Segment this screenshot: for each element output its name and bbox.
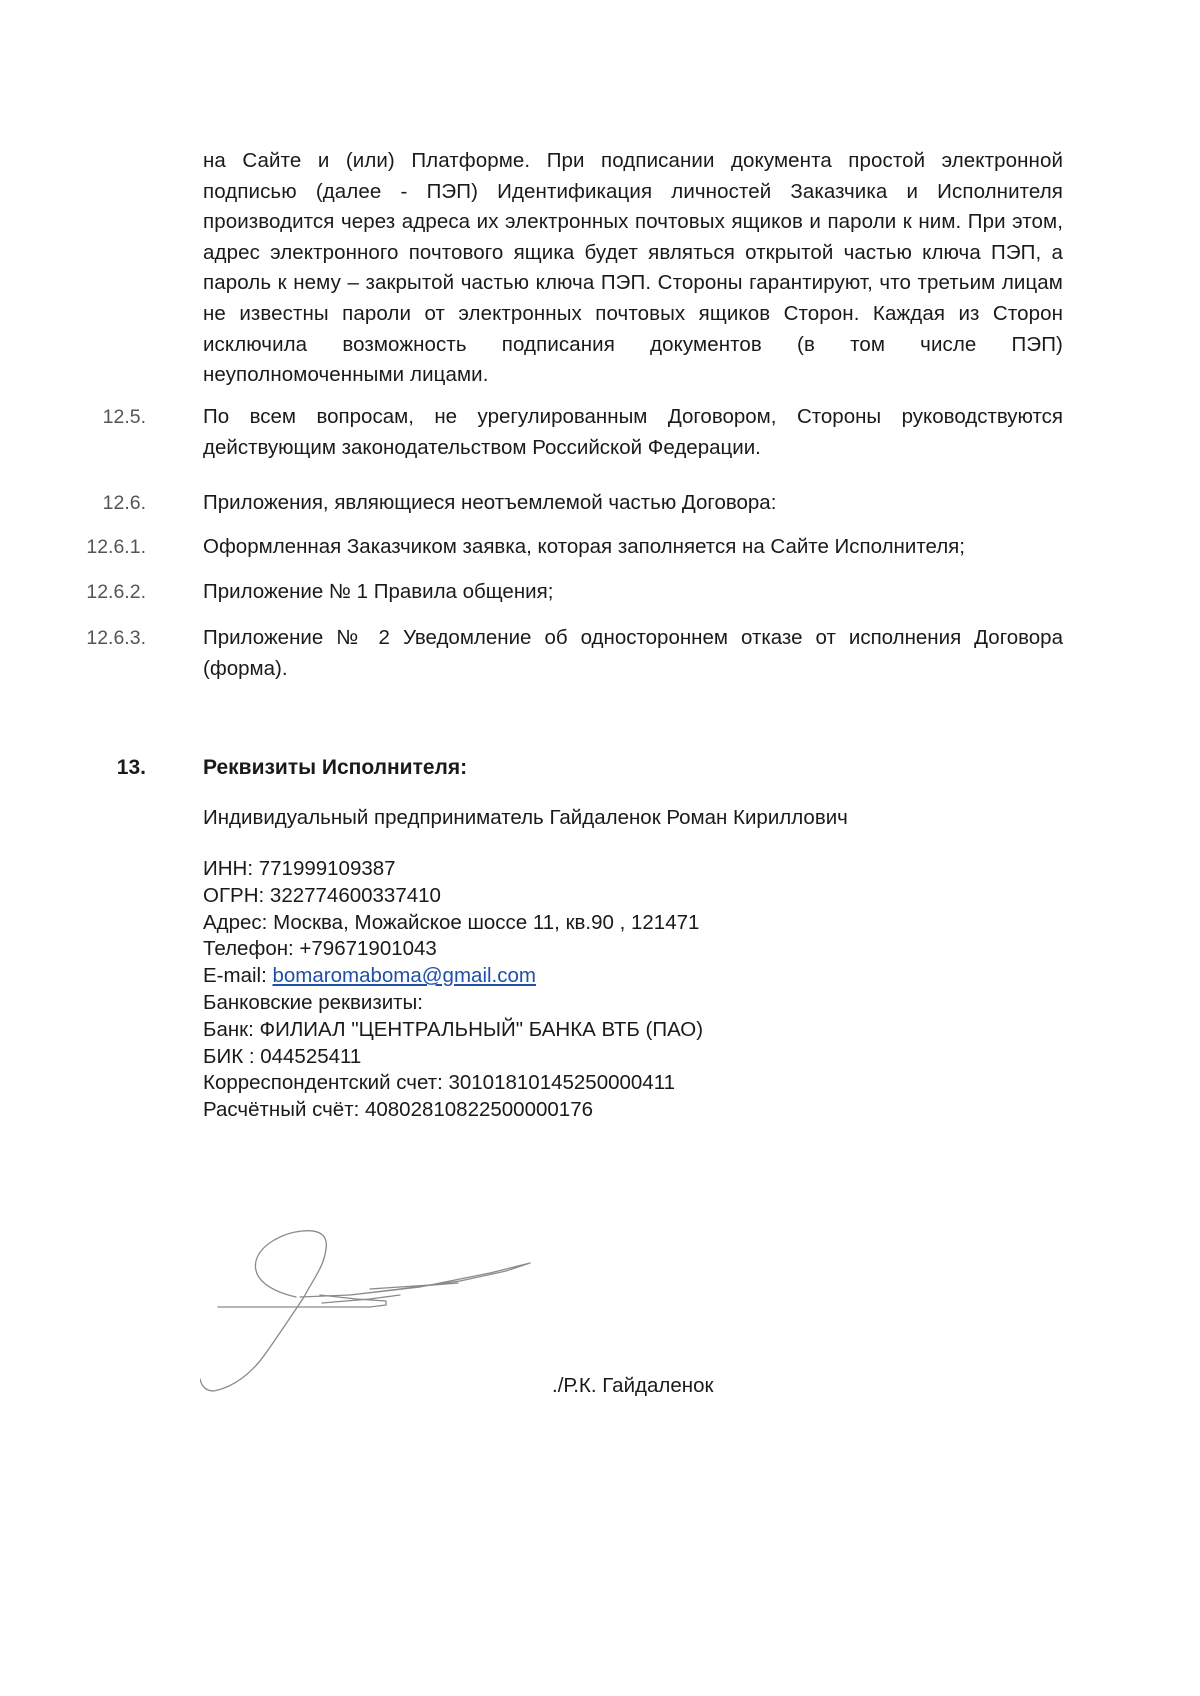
clause-number: 12.6.1. <box>86 536 146 558</box>
clause-number: 12.6. <box>102 492 146 514</box>
clause-text: По всем вопросам, не урегулированным Договором, Стороны руководствуются действующим законодательством Российской Федерации. <box>203 405 1063 459</box>
handwritten-signature-icon <box>200 1215 580 1405</box>
bank-line: Банк: ФИЛИАЛ "ЦЕНТРАЛЬНЫЙ" БАНКА ВТБ (ПАО) <box>203 1017 704 1041</box>
section-title: Реквизиты Исполнителя: <box>203 756 468 779</box>
clause-number: 12.6.3. <box>86 627 146 649</box>
clause-number: 12.6.2. <box>86 581 146 603</box>
entity-name: Индивидуальный предприниматель Гайдаленок Роман Кириллович <box>203 806 848 829</box>
clause-text: Приложение № 2 Уведомление об одностороннем отказе от исполнения Договора (форма). <box>203 626 1063 680</box>
section-number: 13. <box>116 756 146 779</box>
inn-line: ИНН: 771999109387 <box>203 857 396 880</box>
clause-12-4-continuation: на Сайте и (или) Платформе. При подписании документа простой электронной подписью (далее - ПЭП) Идентификация личностей Заказчика и Исполнителя производится через адреса их электронных почтовых ящиков и пароли к ним. При этом, адрес электронного почтового ящика будет являться открытой частью ключа ПЭП, а пароль к нему – закрытой частью ключа ПЭП. Стороны гарантируют, что третьим лицам не известны пароли от электронных почтовых ящиков Сторон. Каждая из Сторон исключила возможность подписания документов (в том числе ПЭП) неуполномоченными лицами. <box>203 149 1063 387</box>
clause-text: Приложение № 1 Правила общения; <box>203 580 554 603</box>
signer-name: ./Р.К. Гайдаленок <box>552 1374 714 1397</box>
clause-text: Приложения, являющиеся неотъемлемой частью Договора: <box>203 491 777 514</box>
corr-account-line: Корреспондентский счет: 30101810145250000411 <box>203 1071 675 1095</box>
clause-number: 12.5. <box>102 406 146 428</box>
email-line <box>203 963 703 990</box>
email-label: E-mail: <box>203 964 273 988</box>
requisites-block <box>203 856 703 1124</box>
ogrn-line: ОГРН: 322774600337410 <box>203 883 441 907</box>
email-link[interactable]: bomaromaboma@gmail.com <box>272 964 536 988</box>
address-line: Адрес: Москва, Можайское шоссе 11, кв.90 , 121471 <box>203 910 700 934</box>
bik-line: БИК : 044525411 <box>203 1044 362 1068</box>
phone-line: Телефон: +79671901043 <box>203 937 437 961</box>
settlement-account-line: Расчётный счёт: 40802810822500000176 <box>203 1098 593 1122</box>
bank-header: Банковские реквизиты: <box>203 990 423 1014</box>
clause-text: Оформленная Заказчиком заявка, которая заполняется на Сайте Исполнителя; <box>203 535 965 558</box>
